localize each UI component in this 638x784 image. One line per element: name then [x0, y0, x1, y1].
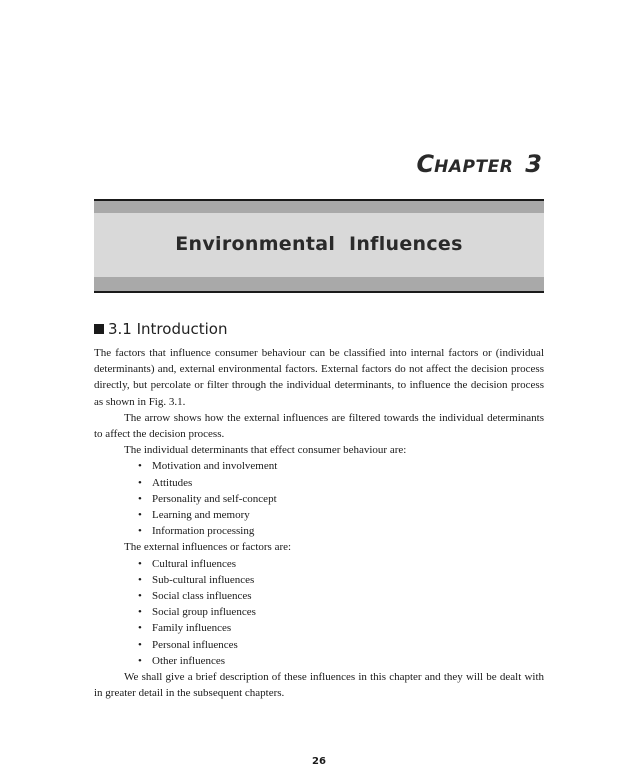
paragraph: The factors that influence consumer behaviour can be classified into internal factors or (individual determinants) and, external environmental factors. External factors do not affect the decision process directly, but percolate or filter through the individual determinants, to influence the decision process as shown in Fig. 3.1.	[94, 347, 544, 408]
list-item	[94, 556, 544, 572]
page-number: 26	[312, 756, 326, 767]
list-item	[94, 491, 544, 507]
external-influences-list	[94, 556, 544, 669]
individual-determinants-list	[94, 458, 544, 539]
paragraph: The arrow shows how the external influences are filtered towards the individual determinants to affect the decision process.	[94, 411, 544, 441]
chapter-title: Environmental Influences	[175, 233, 463, 255]
list-item	[94, 653, 544, 669]
bullet-icon: •	[138, 622, 142, 635]
chapter-word: HAPTER	[434, 157, 514, 177]
bullet-icon: •	[138, 557, 142, 570]
chapter-heading	[417, 150, 542, 178]
section-heading	[94, 320, 227, 338]
list-item	[94, 507, 544, 523]
bullet-icon: •	[138, 492, 142, 505]
bullet-icon: •	[138, 638, 142, 651]
list-item-text: Information processing	[152, 525, 255, 538]
title-band	[94, 199, 544, 293]
bullet-icon: •	[138, 573, 142, 586]
square-bullet-icon	[94, 324, 104, 334]
paragraph: We shall give a brief description of these influences in this chapter and they will be dealt with in greater detail in the subsequent chapters.	[94, 671, 544, 700]
body-text	[94, 345, 544, 701]
list-item-text: Learning and memory	[152, 509, 250, 522]
list-item-text: Personal influences	[152, 638, 238, 651]
bullet-icon: •	[138, 606, 142, 619]
list-item	[94, 475, 544, 491]
paragraph: The individual determinants that effect consumer behaviour are:	[124, 444, 407, 457]
list-item	[94, 523, 544, 539]
list-item	[94, 588, 544, 604]
section-title: 3.1 Introduction	[108, 320, 228, 338]
bullet-icon: •	[138, 525, 142, 538]
list-item	[94, 637, 544, 653]
band-stripe-top	[94, 201, 544, 213]
list-item	[94, 572, 544, 588]
list-item-text: Sub-cultural influences	[152, 573, 255, 586]
bullet-icon: •	[138, 654, 142, 667]
list-item-text: Other influences	[152, 654, 225, 667]
bullet-icon: •	[138, 590, 142, 603]
list-item-text: Family influences	[152, 622, 232, 635]
band-stripe-bottom	[94, 277, 544, 291]
list-item-text: Attitudes	[152, 476, 193, 489]
list-item-text: Motivation and involvement	[152, 460, 278, 473]
list-item-text: Social group influences	[152, 606, 256, 619]
list-item	[94, 620, 544, 636]
chapter-number: 3	[525, 150, 542, 178]
list-item-text: Cultural influences	[152, 557, 237, 570]
bullet-icon: •	[138, 460, 142, 473]
list-item-text: Social class influences	[152, 590, 252, 603]
list-item	[94, 458, 544, 474]
bullet-icon: •	[138, 476, 142, 489]
list-item-text: Personality and self-concept	[152, 492, 277, 505]
bullet-icon: •	[138, 509, 142, 522]
chapter-first-letter: C	[416, 150, 435, 178]
list-item	[94, 604, 544, 620]
band-rule-bottom	[94, 291, 544, 293]
paragraph: The external influences or factors are:	[124, 541, 292, 554]
